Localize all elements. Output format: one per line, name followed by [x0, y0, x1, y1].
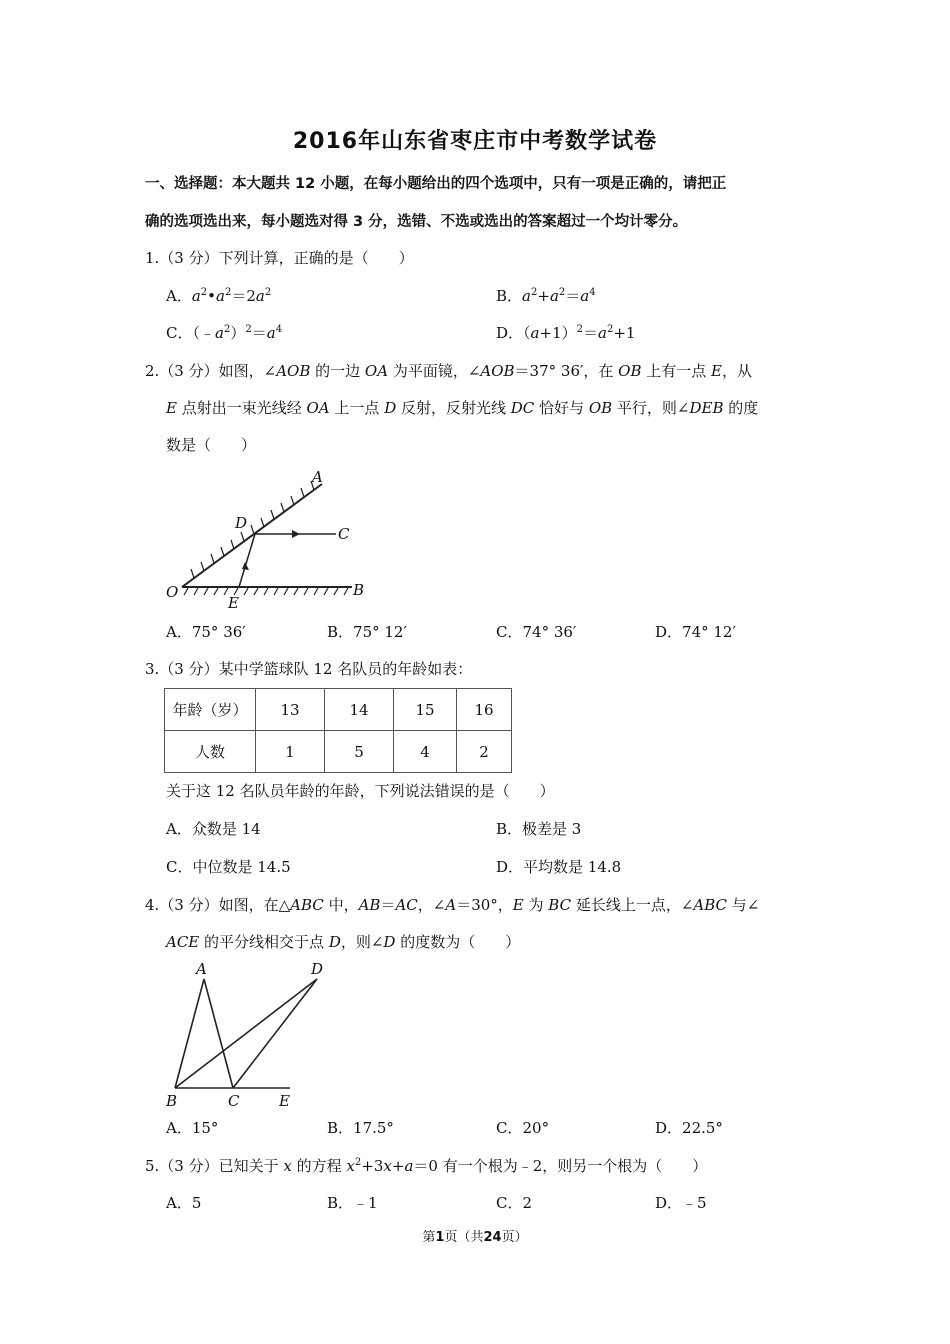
question-1-option-d: D．$(a+1)^2=a^2+1$ — [496, 324, 636, 342]
question-4-stem-line2: ACE 的平分线相交于点 D，则∠D 的度数为（ ） — [166, 933, 521, 951]
question-3-option-a: A．众数是 14 — [166, 820, 261, 838]
table-cell: 14 — [325, 689, 394, 731]
question-5-option-d: D．﹣5 — [655, 1194, 707, 1212]
figure-label-d: D — [235, 514, 248, 532]
option-label: B． — [496, 287, 523, 305]
table-cell: 人数 — [165, 731, 256, 773]
section-instructions-line2: 确的选项选出来，每小题选对得 3 分，选错、不选或选出的答案超过一个均计零分。 — [145, 214, 688, 230]
table-cell: 4 — [394, 731, 457, 773]
section-instructions-line1: 一、选择题：本大题共 12 小题，在每小题给出的四个选项中，只有一项是正确的，请把正 — [145, 176, 727, 192]
question-2-stem-line2: E 点射出一束光线经 OA 上一点 D 反射，反射光线 DC 恰好与 OB 平行，则∠DEB 的度 — [166, 399, 759, 417]
figure-label-e: E — [279, 1092, 290, 1110]
question-3-question: 关于这 12 名队员年龄的年龄，下列说法错误的是（ ） — [166, 782, 555, 800]
question-2-option-d: D．74° 12′ — [655, 623, 736, 641]
question-3-stem: 3.（3 分）某中学篮球队 12 名队员的年龄如表： — [145, 660, 473, 678]
table-row — [165, 689, 512, 731]
question-2-option-a: A．75° 36′ — [166, 623, 246, 641]
page-footer — [0, 1228, 950, 1248]
question-1-stem: 1.（3 分）下列计算，正确的是（ ） — [145, 249, 414, 267]
figure-label-c: C — [228, 1092, 240, 1110]
question-1-option-c: C．$(﹣a^2)^2=a^4$ — [166, 324, 283, 342]
question-5-option-b: B．﹣1 — [327, 1194, 378, 1212]
table-cell: 5 — [325, 731, 394, 773]
footer-post: 页） — [501, 1230, 528, 1245]
page-title: 2016年山东省枣庄市中考数学试卷 — [292, 129, 658, 154]
question-4-option-d: D．22.5° — [655, 1119, 723, 1137]
question-5-stem: 5.（3 分）已知关于 x 的方程 $x^2+3x+a=0$ 有一个根为﹣2，则另一个根为（ ） — [145, 1157, 708, 1175]
figure-label-b: B — [166, 1092, 178, 1110]
figure-label-e: E — [228, 594, 239, 612]
page-number: 1 — [435, 1230, 445, 1245]
table-cell: 1 — [256, 731, 325, 773]
question-2-option-b: B．75° 12′ — [327, 623, 407, 641]
table-cell: 16 — [457, 689, 512, 731]
question-2-stem-line1: 2.（3 分）如图，∠AOB 的一边 OA 为平面镜，∠AOB＝37° 36′，在 OB 上有一点 E，从 — [145, 362, 753, 380]
question-4-option-a: A．15° — [166, 1119, 219, 1137]
question-4-option-c: C．20° — [496, 1119, 550, 1137]
page-total: 24 — [483, 1230, 502, 1245]
question-2-figure — [160, 462, 380, 612]
footer-mid: 页（共 — [444, 1230, 484, 1245]
question-2-stem-line3: 数是（ ） — [166, 436, 257, 454]
question-4-stem-line1: 4.（3 分）如图，在△ABC 中，AB＝AC，∠A＝30°，E 为 BC 延长线上一点，∠ABC 与∠ — [145, 896, 760, 914]
table-cell: 2 — [457, 731, 512, 773]
figure-label-a: A — [312, 468, 323, 486]
table-cell: 年龄（岁） — [165, 689, 256, 731]
footer-pre: 第 — [422, 1230, 436, 1245]
figure-label-a: A — [196, 960, 207, 978]
figure-label-o: O — [166, 583, 179, 601]
question-4-figure — [158, 955, 338, 1110]
question-5-option-a: A．5 — [166, 1194, 202, 1212]
option-label: C． — [166, 324, 193, 342]
option-label: D． — [496, 324, 524, 342]
question-3-option-c: C．中位数是 14.5 — [166, 858, 291, 876]
question-4-option-b: B．17.5° — [327, 1119, 394, 1137]
question-2-option-c: C．74° 36′ — [496, 623, 577, 641]
question-3-option-b: B．极差是 3 — [496, 820, 582, 838]
figure-label-d: D — [311, 960, 324, 978]
question-3-option-d: D．平均数是 14.8 — [496, 858, 622, 876]
question-5-option-c: C．2 — [496, 1194, 533, 1212]
question-2-prefix: 2.（3 分）如图， — [145, 362, 264, 380]
figure-label-c: C — [338, 525, 350, 543]
age-table — [164, 688, 512, 773]
figure-label-b: B — [353, 581, 365, 599]
option-label: A． — [166, 287, 192, 305]
table-cell: 15 — [394, 689, 457, 731]
table-row — [165, 731, 512, 773]
question-1-option-a: A．$a^2•a^2=2a^2$ — [166, 287, 272, 305]
table-cell: 13 — [256, 689, 325, 731]
question-1-option-b: B．$a^2+a^2=a^4$ — [496, 287, 596, 305]
